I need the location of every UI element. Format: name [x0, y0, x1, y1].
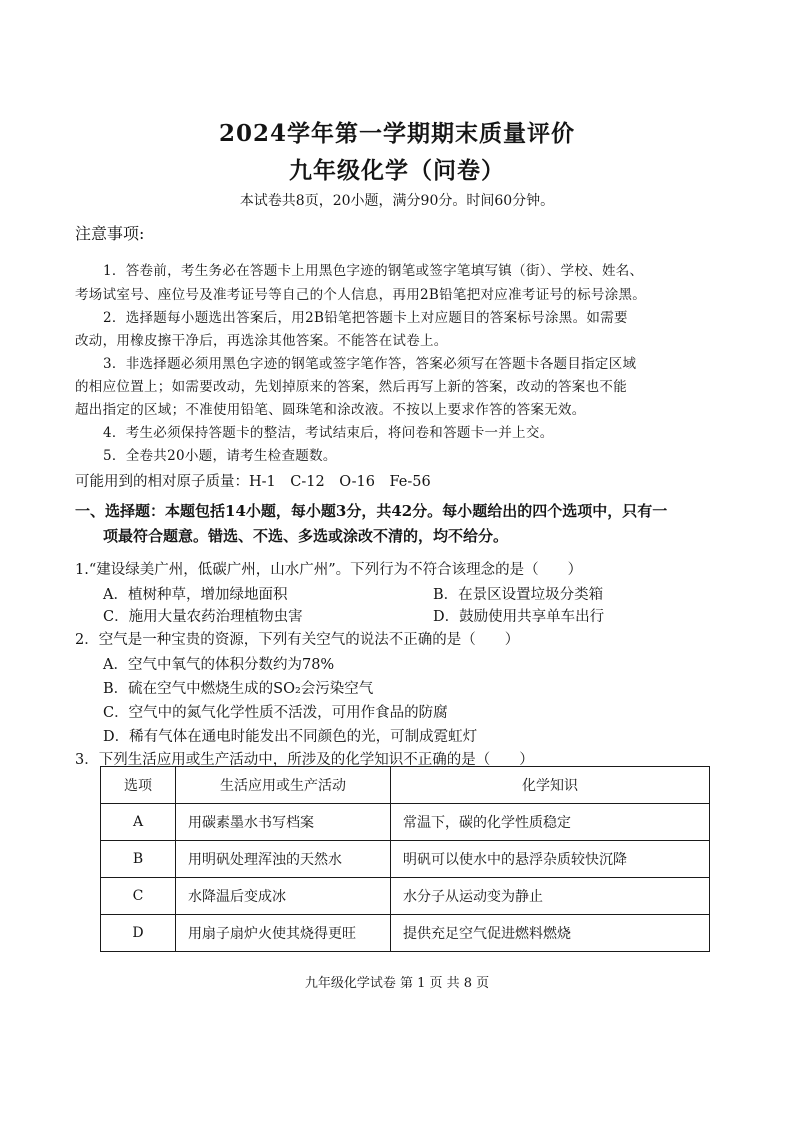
notice-line: 1．答卷前，考生务必在答题卡上用黑色字迹的钢笔或签字笔填写镇（街）、学校、姓名、: [103, 263, 644, 279]
table-cell-activity: 用扇子扇炉火使其烧得更旺: [176, 915, 391, 952]
table-header-option: 选项: [101, 767, 176, 804]
table-cell-activity: 用明矾处理浑浊的天然水: [176, 841, 391, 878]
table-cell-knowledge: 水分子从运动变为静止: [391, 878, 710, 915]
atomic-masses: 可能用到的相对原子质量：H-1 C-12 O-16 Fe-56: [75, 474, 431, 490]
q2-option-a: A．空气中氧气的体积分数约为78%: [103, 657, 335, 673]
table-cell-option: A: [101, 804, 176, 841]
question-3-stem: 3．下列生活应用或生产活动中，所涉及的化学知识不正确的是（ ）: [75, 752, 534, 768]
page-footer: 九年级化学试卷 第 1 页 共 8 页: [304, 976, 490, 991]
exam-subtitle-grade: 九年级化学（问卷）: [289, 157, 505, 184]
table-cell-option: C: [101, 878, 176, 915]
table-row: [101, 915, 710, 952]
table-header-knowledge: 化学知识: [391, 767, 710, 804]
notice-line: 5．全卷共20小题，请考生检查题数。: [103, 448, 337, 464]
q1-option-d: D．鼓励使用共享单车出行: [433, 609, 605, 625]
table-row: [101, 841, 710, 878]
exam-info: 本试卷共8页，20小题，满分90分。时间60分钟。: [239, 193, 555, 209]
table-header-row: [101, 767, 710, 804]
table-cell-option: D: [101, 915, 176, 952]
table-cell-knowledge: 明矾可以使水中的悬浮杂质较快沉降: [391, 841, 710, 878]
question-1-stem: 1.“建设绿美广州，低碳广州，山水广州”。下列行为不符合该理念的是（ ）: [75, 562, 583, 578]
question-2-stem: 2．空气是一种宝贵的资源，下列有关空气的说法不正确的是（ ）: [75, 632, 520, 648]
notice-line: 的相应位置上；如需要改动，先划掉原来的答案，然后再写上新的答案，改动的答案也不能: [75, 379, 627, 395]
table-row: [101, 878, 710, 915]
table-cell-activity: 水降温后变成冰: [176, 878, 391, 915]
table-row: [101, 804, 710, 841]
table-cell-activity: 用碳素墨水书写档案: [176, 804, 391, 841]
exam-title: 2024学年第一学期期末质量评价: [218, 120, 575, 147]
notice-line: 考场试室号、座位号及准考证号等自己的个人信息，再用2B铅笔把对应准考证号的标号涂黑。: [75, 287, 647, 303]
q2-option-d: D．稀有气体在通电时能发出不同颜色的光，可制成霓虹灯: [103, 729, 478, 745]
notice-line: 改动，用橡皮擦干净后，再选涂其他答案。不能答在试卷上。: [75, 333, 448, 349]
table-header-activity: 生活应用或生产活动: [176, 767, 391, 804]
q1-option-b: B．在景区设置垃圾分类箱: [433, 587, 604, 603]
notice-line: 超出指定的区域；不准使用铅笔、圆珠笔和涂改液。不按以上要求作答的答案无效。: [75, 402, 586, 418]
notice-line: 2．选择题每小题选出答案后，用2B铅笔把答题卡上对应题目的答案标号涂黑。如需要: [103, 310, 628, 326]
table-cell-knowledge: 提供充足空气促进燃料燃烧: [391, 915, 710, 952]
table-cell-knowledge: 常温下，碳的化学性质稳定: [391, 804, 710, 841]
section-heading-cont: 项最符合题意。错选、不选、多选或涂改不清的，均不给分。: [103, 527, 509, 545]
notice-line: 3．非选择题必须用黑色字迹的钢笔或签字笔作答，答案必须写在答题卡各题目指定区域: [103, 356, 637, 372]
question-3-table: [100, 766, 710, 952]
notice-line: 4．考生必须保持答题卡的整洁，考试结束后，将问卷和答题卡一并上交。: [103, 425, 554, 441]
q2-option-b: B．硫在空气中燃烧生成的SO₂会污染空气: [103, 681, 374, 697]
q2-option-c: C．空气中的氮气化学性质不活泼，可用作食品的防腐: [103, 705, 448, 721]
table-cell-option: B: [101, 841, 176, 878]
section-heading: 一、选择题：本题包括14小题，每小题3分，共42分。每小题给出的四个选项中，只有一: [75, 502, 668, 520]
q1-option-a: A．植树种草，增加绿地面积: [103, 587, 288, 603]
notice-heading: 注意事项:: [75, 224, 145, 243]
q1-option-c: C．施用大量农药治理植物虫害: [103, 609, 303, 625]
